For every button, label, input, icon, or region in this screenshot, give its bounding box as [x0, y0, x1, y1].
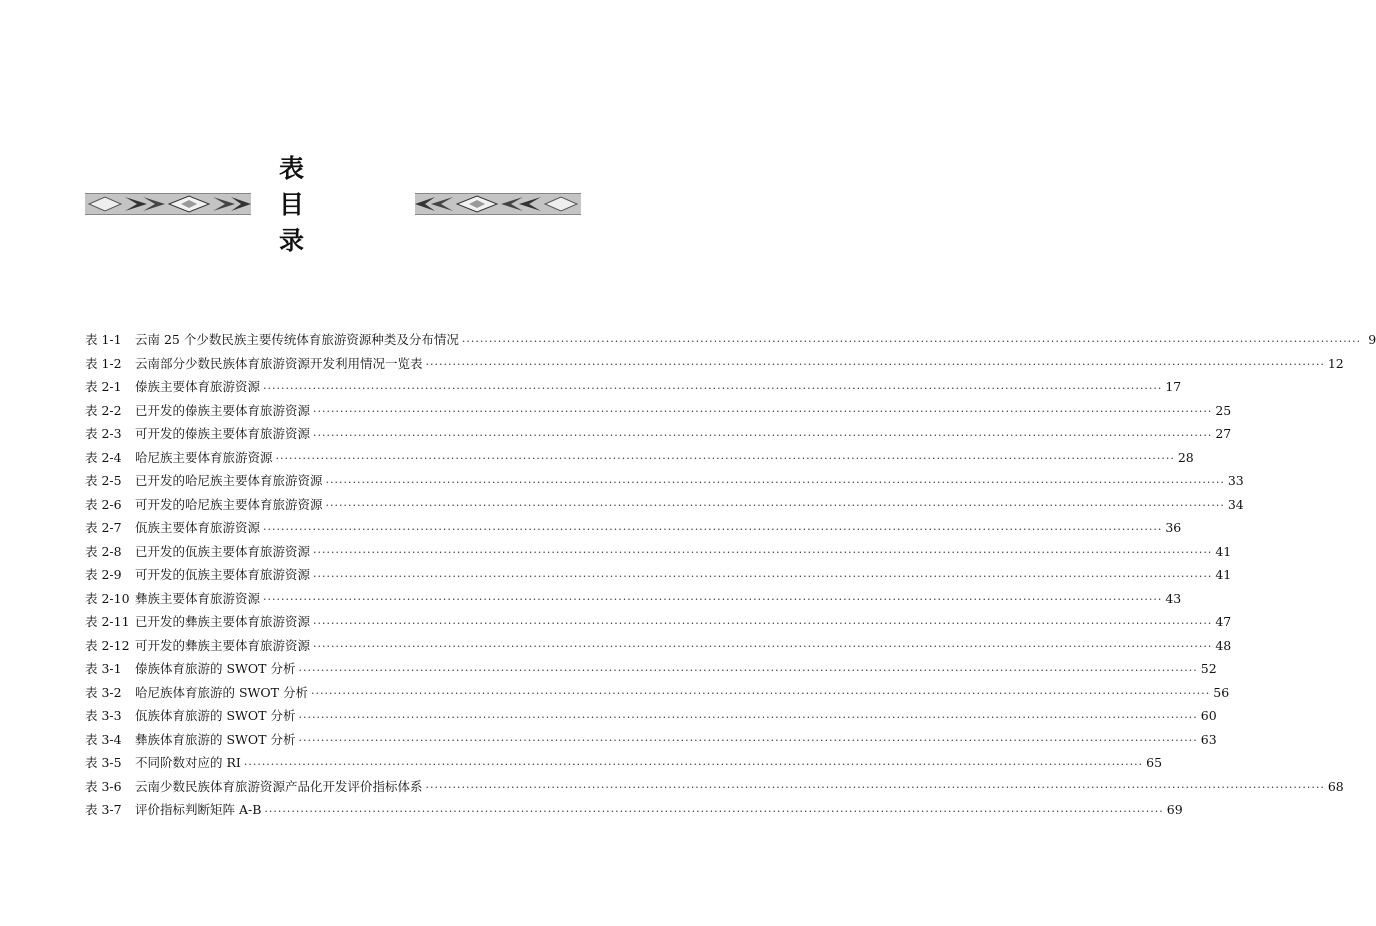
toc-entry-number: 表 2-11	[85, 614, 130, 629]
toc-entry-title: 已开发的彝族主要体育旅游资源	[135, 614, 311, 629]
dot-leader: ········································································································································································································	[275, 452, 1175, 465]
dot-leader: ········································································································································································································	[313, 616, 1213, 630]
toc-entry-number: 表 2-4	[85, 449, 122, 465]
toc-entry-number: 表 3-4	[85, 731, 122, 747]
toc-entry[interactable]	[85, 558, 1232, 583]
toc-entry-number: 表 1-2	[85, 355, 122, 371]
toc-entry-page: 41	[1215, 567, 1232, 582]
ornament-band-right	[415, 193, 581, 215]
dot-leader: ········································································································································································································	[313, 569, 1213, 583]
toc-entry-number: 表 3-2	[85, 684, 122, 700]
toc-entry-number: 表 2-1	[85, 379, 122, 394]
dot-leader: ········································································································································································································	[243, 757, 1144, 771]
toc-entry-number: 表 3-1	[85, 661, 122, 676]
toc-entry[interactable]	[85, 770, 1344, 794]
dot-leader: ········································································································································································································	[461, 334, 1362, 348]
toc-entry-page: 69	[1166, 802, 1183, 817]
toc-entry-page: 9	[1368, 332, 1376, 347]
toc-entry[interactable]	[85, 370, 1182, 395]
dot-leader: ········································································································································································································	[263, 381, 1163, 395]
toc-entry-page: 63	[1200, 731, 1217, 747]
toc-entry[interactable]	[85, 441, 1194, 465]
toc-entry[interactable]	[85, 699, 1217, 724]
ornament-pattern-icon	[85, 194, 251, 214]
toc-entry[interactable]	[85, 511, 1182, 536]
toc-entry-number: 表 3-7	[85, 802, 122, 817]
table-of-tables	[85, 323, 1376, 818]
page-title: 表 目 录	[251, 186, 415, 220]
toc-entry-number: 表 2-9	[85, 567, 122, 582]
toc-entry-page: 36	[1165, 520, 1182, 535]
dot-leader: ········································································································································································································	[325, 499, 1225, 512]
toc-entry[interactable]	[85, 629, 1232, 653]
toc-entry[interactable]	[85, 535, 1232, 559]
toc-entry-number: 表 2-2	[85, 402, 122, 418]
dot-leader: ········································································································································································································	[298, 663, 1198, 677]
toc-entry[interactable]	[85, 347, 1344, 371]
toc-entry-number: 表 3-5	[85, 755, 122, 770]
toc-entry[interactable]	[85, 394, 1232, 418]
dot-leader: ········································································································································································································	[325, 475, 1225, 489]
toc-entry-title: 彝族体育旅游的 SWOT 分析	[135, 731, 296, 747]
toc-entry[interactable]	[85, 417, 1232, 442]
toc-entry-page: 60	[1200, 708, 1217, 723]
toc-entry-title: 已开发的傣族主要体育旅游资源	[135, 402, 311, 418]
toc-entry-title: 评价指标判断矩阵 A-B	[135, 802, 262, 817]
toc-entry-title: 可开发的佤族主要体育旅游资源	[135, 567, 311, 582]
toc-entry-page: 43	[1165, 590, 1182, 606]
toc-entry-number: 表 2-7	[85, 520, 122, 535]
toc-entry-page: 56	[1213, 684, 1230, 700]
dot-leader: ········································································································································································································	[310, 687, 1211, 700]
toc-entry-title: 云南部分少数民族体育旅游资源开发利用情况一览表	[135, 355, 423, 371]
dot-leader: ········································································································································································································	[313, 640, 1213, 653]
ornament-pattern-icon	[415, 194, 581, 214]
dot-leader: ········································································································································································································	[313, 428, 1213, 442]
toc-entry-title: 哈尼族体育旅游的 SWOT 分析	[135, 684, 308, 700]
toc-entry-number: 表 2-6	[85, 496, 122, 512]
dot-leader: ········································································································································································································	[263, 522, 1163, 536]
toc-entry-title: 云南 25 个少数民族主要传统体育旅游资源种类及分布情况	[135, 332, 459, 347]
toc-entry-page: 48	[1215, 637, 1232, 653]
toc-entry-page: 34	[1227, 496, 1244, 512]
toc-entry[interactable]	[85, 323, 1376, 348]
toc-entry-title: 可开发的彝族主要体育旅游资源	[135, 637, 311, 653]
toc-entry-title: 已开发的哈尼族主要体育旅游资源	[135, 473, 323, 488]
toc-entry-title: 不同阶数对应的 RI	[135, 755, 241, 770]
toc-entry-number: 表 2-12	[85, 637, 130, 653]
toc-entry-number: 表 2-3	[85, 426, 122, 441]
toc-entry-title: 佤族体育旅游的 SWOT 分析	[135, 708, 296, 723]
toc-entry-page: 33	[1227, 473, 1244, 488]
toc-entry-number: 表 3-6	[85, 778, 122, 794]
dot-leader: ········································································································································································································	[313, 546, 1213, 559]
dot-leader: ········································································································································································································	[298, 710, 1198, 724]
toc-entry[interactable]	[85, 464, 1244, 489]
toc-entry-page: 27	[1215, 426, 1232, 441]
toc-entry[interactable]	[85, 793, 1183, 818]
toc-header-banner	[85, 154, 581, 255]
dot-leader: ········································································································································································································	[425, 781, 1325, 794]
toc-entry-title: 已开发的佤族主要体育旅游资源	[135, 543, 311, 559]
toc-entry-page: 68	[1327, 778, 1344, 794]
toc-entry-number: 表 2-10	[85, 590, 130, 606]
toc-entry[interactable]	[85, 723, 1217, 747]
toc-entry-title: 佤族主要体育旅游资源	[135, 520, 261, 535]
toc-entry-title: 可开发的哈尼族主要体育旅游资源	[135, 496, 323, 512]
toc-entry-title: 彝族主要体育旅游资源	[135, 590, 261, 606]
toc-entry-page: 65	[1146, 755, 1163, 770]
toc-entry-title: 哈尼族主要体育旅游资源	[135, 449, 273, 465]
toc-entry[interactable]	[85, 652, 1217, 677]
toc-entry-number: 表 2-5	[85, 473, 122, 488]
toc-entry[interactable]	[85, 746, 1163, 771]
toc-entry-page: 41	[1215, 543, 1232, 559]
toc-entry-number: 表 2-8	[85, 543, 122, 559]
toc-entry[interactable]	[85, 676, 1230, 700]
toc-entry-page: 28	[1177, 449, 1194, 465]
toc-entry-title: 可开发的傣族主要体育旅游资源	[135, 426, 311, 441]
toc-entry-number: 表 3-3	[85, 708, 122, 723]
dot-leader: ········································································································································································································	[313, 405, 1213, 418]
toc-entry-page: 52	[1200, 661, 1217, 676]
dot-leader: ········································································································································································································	[425, 358, 1325, 371]
toc-entry-number: 表 1-1	[85, 332, 122, 347]
toc-entry[interactable]	[85, 488, 1244, 512]
dot-leader: ········································································································································································································	[298, 734, 1198, 747]
toc-entry-page: 17	[1165, 379, 1182, 394]
toc-entry-page: 12	[1327, 355, 1344, 371]
toc-entry-title: 傣族主要体育旅游资源	[135, 379, 261, 394]
toc-entry-title: 傣族体育旅游的 SWOT 分析	[135, 661, 296, 676]
toc-entry-page: 47	[1215, 614, 1232, 629]
dot-leader: ········································································································································································································	[264, 804, 1164, 818]
toc-entry-page: 25	[1215, 402, 1232, 418]
toc-entry[interactable]	[85, 582, 1182, 606]
toc-entry[interactable]	[85, 605, 1232, 630]
toc-entry-title: 云南少数民族体育旅游资源产品化开发评价指标体系	[135, 778, 423, 794]
dot-leader: ········································································································································································································	[263, 593, 1163, 606]
ornament-band-left	[85, 193, 251, 215]
